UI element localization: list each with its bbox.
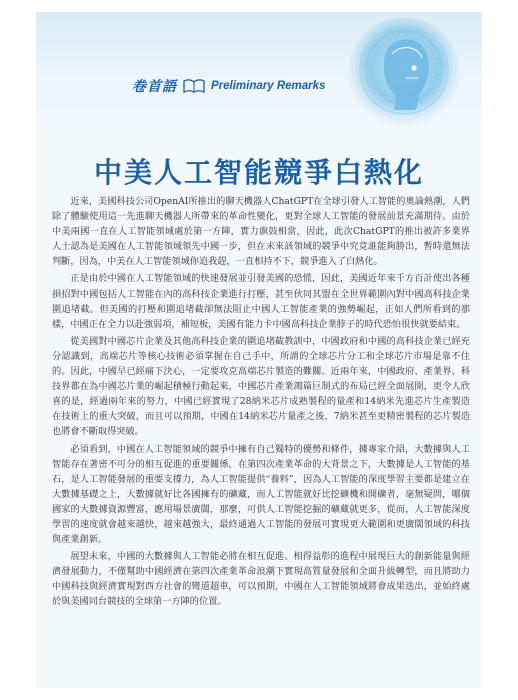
paragraph: 展望未來，中國的大數據與人工智能必將在相互促進、相得益彰的進程中展現巨大的創新能量與經濟發展動力，不僅幫助中國經濟在第四次產業革命浪潮下實現高質量發展和全面升級轉型，而且將助力中國科技與經濟實現對西方社會的彎道超車，可以預期，中國在人工智能領域將會成果迭出，並始終處於與美國同台競技的全球第一方陣的位置。 xyxy=(52,551,470,608)
paragraph: 從美國對中國芯片企業及其他高科技企業的圍追堵截教訓中，中國政府和中國的高科技企業已經充分認識到，高端芯片等核心技術必須掌握在自己手中，所謂的全球芯片分工和全球芯片市場是靠不住的。因此，中國早已經痛下決心，一定要攻克高端芯片製造的難關。近兩年來，中國政府、產業界、科技界都在為中國芯片業的崛起積極行動起來，中國芯片產業鴻篇巨制式的布局已經全面展開，更令人欣喜的是，經過兩年來的努力，中國已經實現了28納米芯片成熟製程的量產和14納米先進芯片生產製造在技術上的重大突破，而且可以預期，中國在14納米芯片量產之後，7納米甚至更精密製程的芯片製造也將會不斷取得突破。 xyxy=(52,335,470,438)
section-label-en: Preliminary Remarks xyxy=(211,80,326,92)
article-title: 中美人工智能競爭白熱化 xyxy=(93,156,424,189)
paragraph: 正是由於中國在人工智能領域的快速發展並引發美國的恐慌，因此，美國近年來千方百計使出各種損招對中國包括人工智能在內的高科技企業進行打壓，甚至伙同其盟在全世界範圍內對中國高科技企業圍追堵截。但美國的打壓和圍追堵截卻無法阻止中國人工智能產業的強勢崛起，正如人們所看到的那樣，中國正在全力以赴強弱項，補短板，美國有能力卡中國高科技企業脖子的時代恐怕很快就要結束。 xyxy=(52,273,470,330)
book-icon xyxy=(183,79,205,93)
robot-head-illustration xyxy=(344,18,462,136)
section-header xyxy=(132,76,325,96)
section-label-cn: 卷首語 xyxy=(132,79,177,95)
paragraph: 近來，美國科技公司OpenAI所推出的聊天機器人ChatGPT在全球引發人工智能的奧論熱潮，人們除了體驗使用這一先進聊天機器人所帶來的革命性變化，更對全球人工智能的發展前景充滿期待。由於中美兩國一直在人工智能領域處於第一方陣，實力旗鼓相當，因此，此次ChatGPT的推出被許多業界人士認為是美國在人工智能領域領先中國一步，但在未來該領域的競爭中究竟誰能夠勝出，暫時還無法判斷，因為，中美在人工智能領域你追我趕，一直相持不下，競爭進入了白熱化。 xyxy=(52,196,470,268)
article-body xyxy=(52,194,470,612)
paragraph: 必須看到，中國在人工智能領域的競爭中擁有自己獨特的優勢和條件，據專家介紹，大數據與人工智能存在著密不可分的相互促進的重要關係，在第四次產業革命的大背景之下，大數據是人工智能的基石，是人工智能發展的重要支撐力，為人工智能提供“養料”，因為人工智能的深度學習主要都是建立在大數據基礎之上，大數據就好比各國擁有的礦藏，而人工智能就好比挖礦機和開礦者，毫無疑問，哪個國家的大數據資源豐富，應用場景廣闊，那麼，可供人工智能挖掘的礦藏就更多，從而，人工智能深度學習的速度就會越來越快，越來越強大，最終通過人工智能的發展可實現更大範圍和更廣闊領域的科技與產業創新。 xyxy=(52,443,470,546)
